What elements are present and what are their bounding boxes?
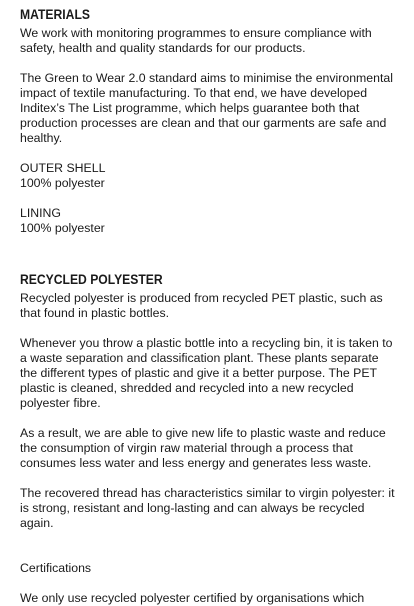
certifications-text: We only use recycled polyester certified by organisations which — [20, 591, 365, 605]
lining-composition — [20, 206, 398, 236]
certifications-title: Certifications — [20, 561, 92, 575]
recycled-polyester-heading: RECYCLED POLYESTER — [20, 272, 163, 287]
lining-label: LINING — [20, 206, 61, 220]
materials-heading: MATERIALS — [20, 7, 90, 22]
product-composition-panel — [20, 7, 398, 606]
recycled-polyester-paragraph: The recovered thread has characteristics similar to virgin polyester: it is strong, resistant and long-lasting and can always be recycled again. — [20, 486, 395, 530]
lining-value: 100% polyester — [20, 221, 105, 235]
outer-shell-composition — [20, 161, 398, 191]
materials-intro-text: We work with monitoring programmes to ensure compliance with safety, health and quality standards for our products. — [20, 26, 372, 55]
outer-shell-label: OUTER SHELL — [20, 161, 106, 175]
recycled-polyester-paragraph: Whenever you throw a plastic bottle into a recycling bin, it is taken to a waste separation and classification plant. These plants separate the different types of plastic and give it a better purpose. The PET plastic is cleaned, shredded and recycled into a new recycled polyester fibre. — [20, 336, 393, 410]
green-to-wear-text: The Green to Wear 2.0 standard aims to minimise the environmental impact of textile manufacturing. To that end, we have developed Inditex’s The List programme, which helps guarantee both that production processes are clean and that our garments are safe and healthy. — [20, 71, 393, 145]
outer-shell-value: 100% polyester — [20, 176, 105, 190]
recycled-polyester-paragraph: As a result, we are able to give new life to plastic waste and reduce the consumption of virgin raw material through a process that consumes less water and less energy and generates less waste. — [20, 426, 386, 470]
recycled-polyester-paragraph: Recycled polyester is produced from recycled PET plastic, such as that found in plastic bottles. — [20, 291, 383, 320]
